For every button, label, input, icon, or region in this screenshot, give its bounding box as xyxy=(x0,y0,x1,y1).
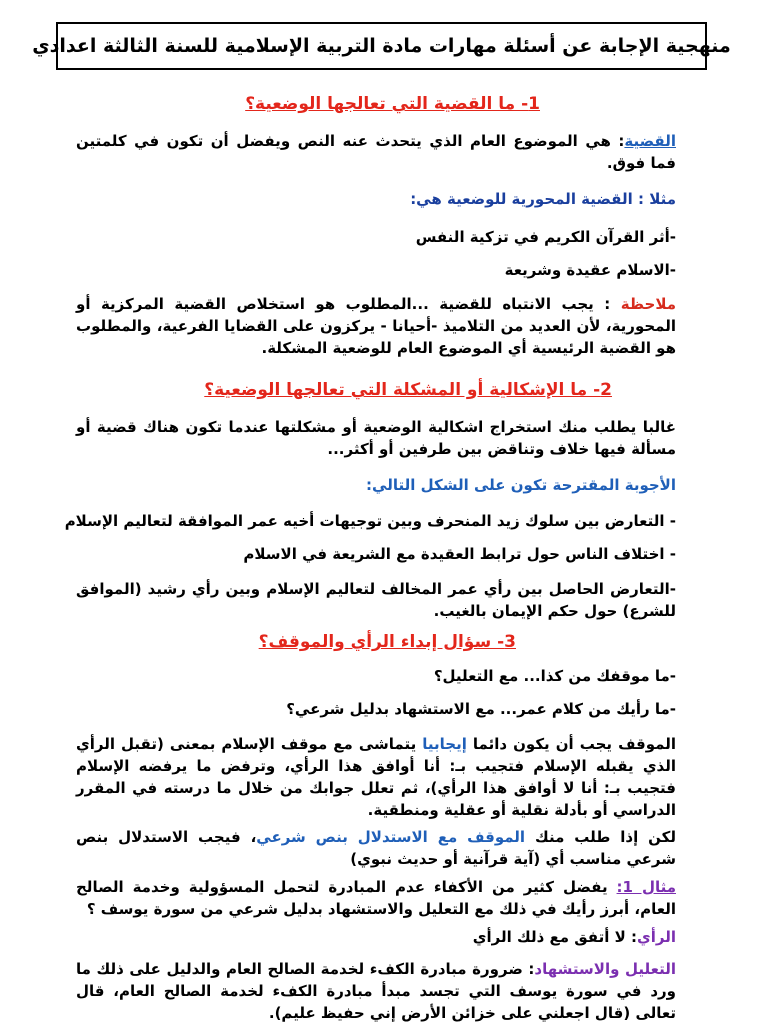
definition-term: القضية xyxy=(624,132,676,150)
problem-intro: غالبا يطلب منك استخراج اشكالية الوضعية أو مشكلتها عندما تكون هناك قضية أو مسألة فيها خلاف وتناقض بين طرفين أو أكثر... xyxy=(76,418,676,458)
definition-paragraph xyxy=(76,130,676,174)
stance-text-rest: يتماشى مع موقف الإسلام بمعنى (تقبل الرأي الذي يقبله الإسلام فتجيب بـ: أنا أوافق هذا الرأي، وترفض ما يرفضه الإسلام فتجيب بـ: أنا لا أوافق هذا الرأي)، ثم تعلل جوابك من خلال ما درسته في المقرر الدراسي أو بأدلة نقلية أو عقلية ومنطقية. xyxy=(76,735,676,819)
definition-text: : هي الموضوع العام الذي يتحدث عنه النص ويفضل أن تكون في كلمتين فما فوق. xyxy=(76,132,676,172)
page-title: منهجية الإجابة عن أسئلة مهارات مادة التربية الإسلامية للسنة الثالثة اعدادي xyxy=(56,22,707,70)
note-text: : يجب الانتباه للقضية ...المطلوب هو استخلاص القضية المركزية أو المحورية، لأن العديد من التلاميذ -أحيانا - يركزون على القضايا الفرعية، والمطلوب هو القضية الرئيسية أي الموضوع العام للوضعية المشكلة. xyxy=(76,295,676,357)
opinion-line xyxy=(473,928,676,946)
note-paragraph xyxy=(76,293,676,359)
opinion-label: الرأي xyxy=(637,928,676,946)
note-label: ملاحظة xyxy=(620,295,676,313)
section-2-heading: 2- ما الإشكالية أو المشكلة التي تعالجها الوضعية؟ xyxy=(204,380,612,400)
stance-text-start: الموقف يجب أن يكون دائما xyxy=(466,735,676,753)
opinion-text: : لا أتفق مع ذلك الرأي xyxy=(472,928,637,946)
answer-item-1: - التعارض بين سلوك زيد المنحرف وبين توجيهات أخيه عمر الموافقة لتعاليم الإسلام xyxy=(64,512,676,530)
example-item-2: -الاسلام عقيدة وشريعة xyxy=(504,261,676,279)
example-1-label: مثال 1: xyxy=(616,878,676,896)
answer-item-2: - اختلاف الناس حول ترابط العقيدة مع الشريعة في الاسلام xyxy=(243,545,676,563)
evidence-paragraph xyxy=(76,826,676,870)
stance-positive: إيجابيا xyxy=(422,735,467,753)
question-item-2: -ما رأيك من كلام عمر... مع الاستشهاد بدليل شرعي؟ xyxy=(286,700,676,718)
reasoning-label: التعليل والاستشهاد xyxy=(534,960,676,978)
reasoning-paragraph xyxy=(76,958,676,1024)
example-1-text: يفضل كثير من الأكفاء عدم المبادرة لتحمل المسؤولية وخدمة الصالح العام، أبرز رأيك في ذلك مع التعليل والاستشهاد بدليل شرعي من سورة يوسف ؟ xyxy=(76,878,676,918)
section-1-heading: 1- ما القضية التي تعالجها الوضعية؟ xyxy=(245,94,540,114)
answers-label: الأجوبة المقترحة تكون على الشكل التالي: xyxy=(366,476,676,494)
example-1-paragraph xyxy=(76,876,676,920)
section-3-heading: 3- سؤال إبداء الرأي والموقف؟ xyxy=(258,632,516,652)
question-item-1: -ما موقفك من كذا... مع التعليل؟ xyxy=(433,667,676,685)
reasoning-text: : ضرورة مبادرة الكفء لخدمة الصالح العام والدليل على ذلك ما ورد في سورة يوسف التي تجسد مبدأ مبادرة الكفء لخدمة الصالح العام، قال تعالى (قال اجعلني على خزائن الأرض إني حفيظ عليم). xyxy=(76,960,676,1022)
answer-item-3: -التعارض الحاصل بين رأي عمر المخالف لتعاليم الإسلام وبين رأي رشيد (الموافق للشرع) حول حكم الإيمان بالغيب. xyxy=(76,580,676,620)
evidence-text-rest: ، فيجب الاستدلال بنص شرعي مناسب أي (آية قرآنية أو حديث نبوي) xyxy=(76,828,676,868)
evidence-highlight: الموقف مع الاستدلال بنص شرعي xyxy=(256,828,526,846)
evidence-text-start: لكن إذا طلب منك xyxy=(525,828,676,846)
example-label: مثلا : القضية المحورية للوضعية هي: xyxy=(410,190,676,208)
example-item-1: -أثر القرآن الكريم في تزكية النفس xyxy=(415,228,676,246)
stance-paragraph xyxy=(76,733,676,821)
